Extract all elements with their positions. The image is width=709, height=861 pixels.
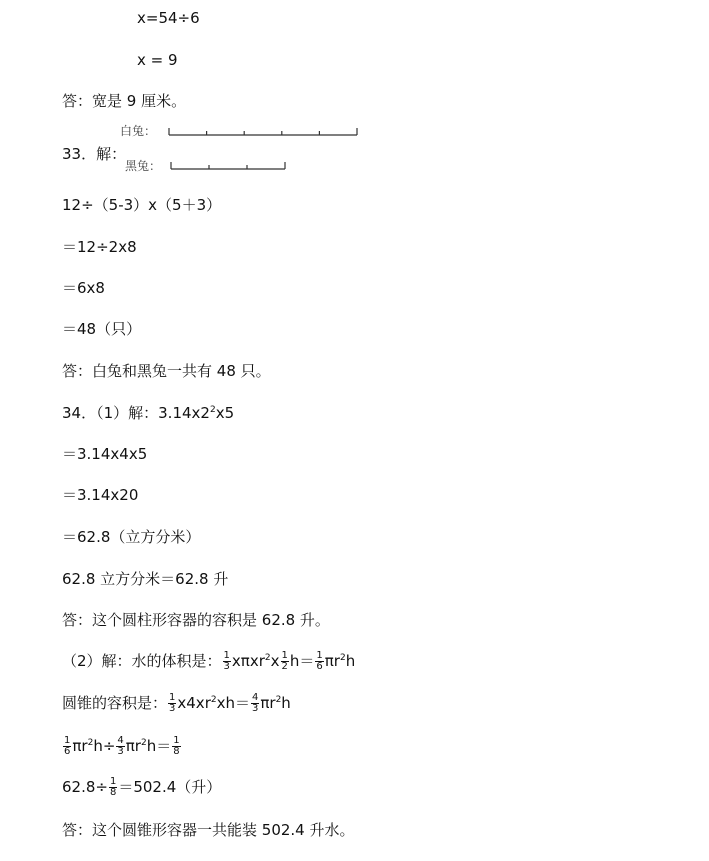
exponent: 2 [339,653,346,663]
expr-text: ＝502.4（升） [118,778,222,796]
line-answer-34-2: 答：这个圆锥形容器一共能装 502.4 升水。 [62,821,355,839]
white-rabbit-segment [168,127,358,139]
exponent: 2 [210,695,217,705]
line-conversion: 62.8 立方分米＝62.8 升 [62,570,229,588]
expr-text: h [345,652,356,670]
expr-text: πr [324,652,340,670]
expr-text: h÷ [93,737,116,755]
line-final-calc [62,777,221,798]
line-water-volume [62,651,355,672]
numerator: 4 [251,692,259,703]
denominator: 8 [173,746,180,757]
numerator: 1 [316,650,323,661]
expr-text: 62.8÷ [62,778,108,796]
expr-text: h [281,694,291,712]
white-rabbit-label: 白兔： [120,124,157,138]
line-answer-width: 答：宽是 9 厘米。 [62,92,187,110]
exponent: 2 [140,738,147,748]
exponent: 2 [264,653,271,663]
denominator: 3 [251,703,259,714]
expr-text: 34．（1）解：3.14x2 [62,404,210,422]
fraction [251,693,259,714]
line-step-34-3: ＝62.8（立方分米） [62,528,201,546]
exponent: 2 [87,738,94,748]
line-equation-2: x = 9 [137,51,178,69]
denominator: 2 [281,661,288,672]
expr-text: πr [125,737,141,755]
numerator: 1 [64,735,71,746]
problem-33-label: 33．解： [62,145,127,163]
line-step-33-1: ＝12÷2x8 [62,238,137,256]
fraction [63,736,71,757]
line-answer-33: 答：白兔和黑兔一共有 48 只。 [62,362,271,380]
expr-text: xπxr [231,652,265,670]
denominator: 3 [169,703,176,714]
expr-text: x [270,652,280,670]
line-problem-34-1 [62,403,234,423]
denominator: 8 [109,787,117,798]
fraction [109,777,117,798]
expr-text: x4xr [177,694,211,712]
line-step-33-3: ＝48（只） [62,320,142,338]
line-expression-33: 12÷（5-3）x（5＋3） [62,196,222,214]
fraction [116,736,124,757]
exponent: 2 [209,405,216,415]
expr-text: 圆锥的容积是： [62,694,168,712]
black-rabbit-label: 黑兔： [125,159,162,173]
denominator: 3 [223,661,230,672]
expr-text: x5 [215,404,235,422]
denominator: 6 [316,661,323,672]
numerator: 1 [173,735,180,746]
expr-text: πr [72,737,88,755]
numerator: 1 [281,650,288,661]
expr-text: h＝ [146,737,172,755]
expr-text: （2）解：水的体积是： [62,652,222,670]
fraction [315,651,323,672]
numerator: 1 [223,650,230,661]
black-rabbit-segment [170,161,286,173]
line-equation-1: x=54÷6 [137,9,200,27]
numerator: 1 [109,776,117,787]
denominator: 3 [117,746,124,757]
exponent: 2 [275,695,282,705]
line-step-34-1: ＝3.14x4x5 [62,445,148,463]
line-answer-34-1: 答：这个圆柱形容器的容积是 62.8 升。 [62,611,330,629]
numerator: 4 [117,735,124,746]
fraction [168,693,176,714]
expr-text: h＝ [289,652,315,670]
line-cone-volume [62,693,291,714]
line-step-34-2: ＝3.14x20 [62,486,139,504]
fraction [281,651,289,672]
numerator: 1 [169,692,176,703]
line-step-33-2: ＝6x8 [62,279,105,297]
fraction [223,651,231,672]
expr-text: xh＝ [216,694,250,712]
denominator: 6 [64,746,71,757]
fraction [172,736,180,757]
line-ratio [62,736,182,757]
expr-text: πr [260,694,276,712]
